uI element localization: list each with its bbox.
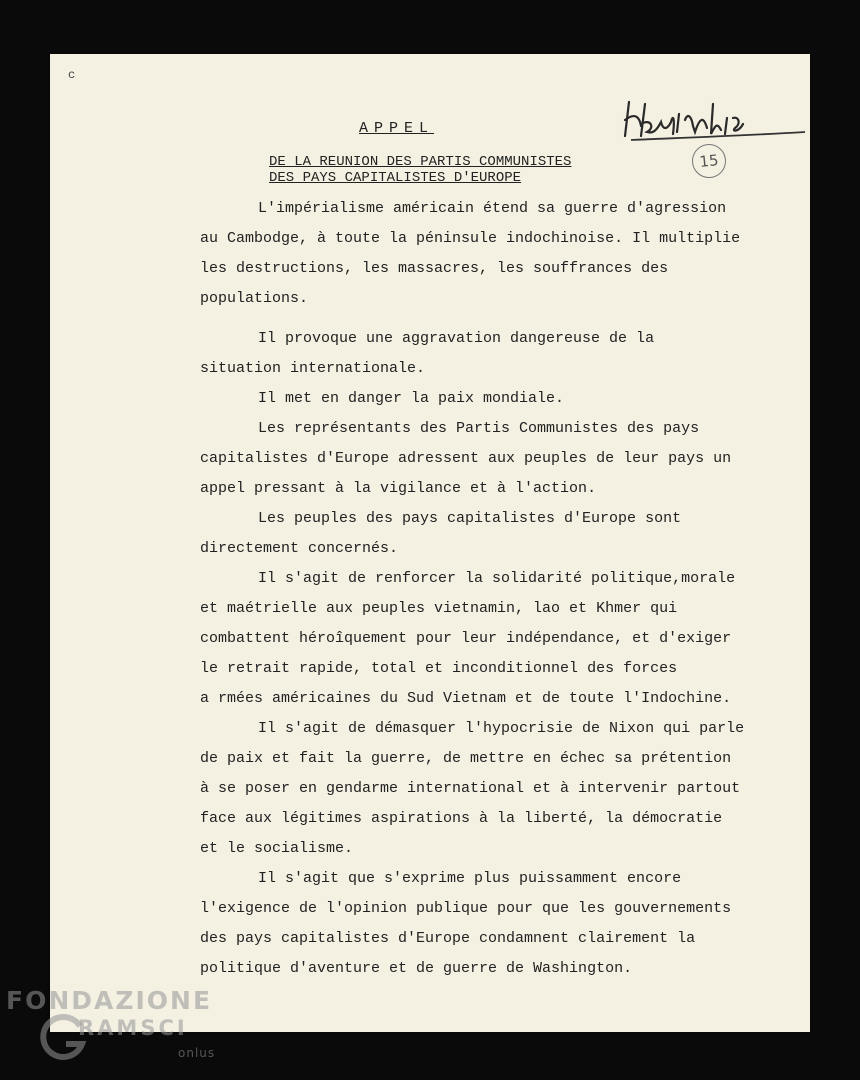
text-line: des pays capitalistes d'Europe condamnent clairement la	[200, 930, 696, 947]
watermark-line: FONDAZIONE	[6, 986, 213, 1015]
text-line: appel pressant à la vigilance et à l'action.	[200, 480, 597, 497]
subtitle-line: DE LA REUNION DES PARTIS COMMUNISTES	[269, 154, 572, 170]
watermark-line: RAMSCI	[78, 1016, 188, 1040]
text-line: a rmées américaines du Sud Vietnam et de toute l'Indochine.	[200, 690, 732, 707]
text-line: directement concernés.	[200, 540, 399, 557]
text-line: Les représentants des Partis Communistes des pays	[258, 420, 700, 437]
document-title: APPEL	[359, 120, 435, 137]
text-line: combattent héroîquement pour leur indépendance, et d'exiger	[200, 630, 732, 647]
text-line: L'impérialisme américain étend sa guerre d'agression	[258, 200, 727, 217]
subtitle-line: DES PAYS CAPITALISTES D'EUROPE	[269, 170, 522, 186]
text-line: de paix et fait la guerre, de mettre en échec sa prétention	[200, 750, 732, 767]
document-body	[200, 194, 800, 984]
corner-mark: c	[68, 68, 76, 82]
text-line: Il met en danger la paix mondiale.	[258, 390, 565, 407]
document-page	[50, 54, 810, 1032]
text-line: Il provoque une aggravation dangereuse de la	[258, 330, 655, 347]
text-line: au Cambodge, à toute la péninsule indochinoise. Il multiplie	[200, 230, 741, 247]
text-line: et le socialisme.	[200, 840, 354, 857]
text-line: et maétrielle aux peuples vietnamin, lao et Khmer qui	[200, 600, 678, 617]
text-line: Il s'agit de renforcer la solidarité politique,morale	[258, 570, 736, 587]
text-line: Les peuples des pays capitalistes d'Europe sont	[258, 510, 682, 527]
text-line: populations.	[200, 290, 309, 307]
text-line: les destructions, les massacres, les souffrances des	[200, 260, 669, 277]
text-line: situation internationale.	[200, 360, 426, 377]
text-line: Il s'agit de démasquer l'hypocrisie de Nixon qui parle	[258, 720, 745, 737]
text-line: face aux légitimes aspirations à la liberté, la démocratie	[200, 810, 723, 827]
text-line: capitalistes d'Europe adressent aux peuples de leur pays un	[200, 450, 732, 467]
handwritten-annotation	[617, 74, 807, 154]
watermark-logo	[6, 986, 226, 1076]
text-line: le retrait rapide, total et inconditionnel des forces	[200, 660, 678, 677]
page-number-stamp: 15	[690, 142, 727, 179]
text-line: l'exigence de l'opinion publique pour que les gouvernements	[200, 900, 732, 917]
text-line: à se poser en gendarme international et à intervenir partout	[200, 780, 741, 797]
document-subtitle	[269, 154, 571, 186]
watermark-line: onlus	[178, 1046, 216, 1060]
text-line: politique d'aventure et de guerre de Washington.	[200, 960, 633, 977]
text-line: Il s'agit que s'exprime plus puissamment encore	[258, 870, 682, 887]
